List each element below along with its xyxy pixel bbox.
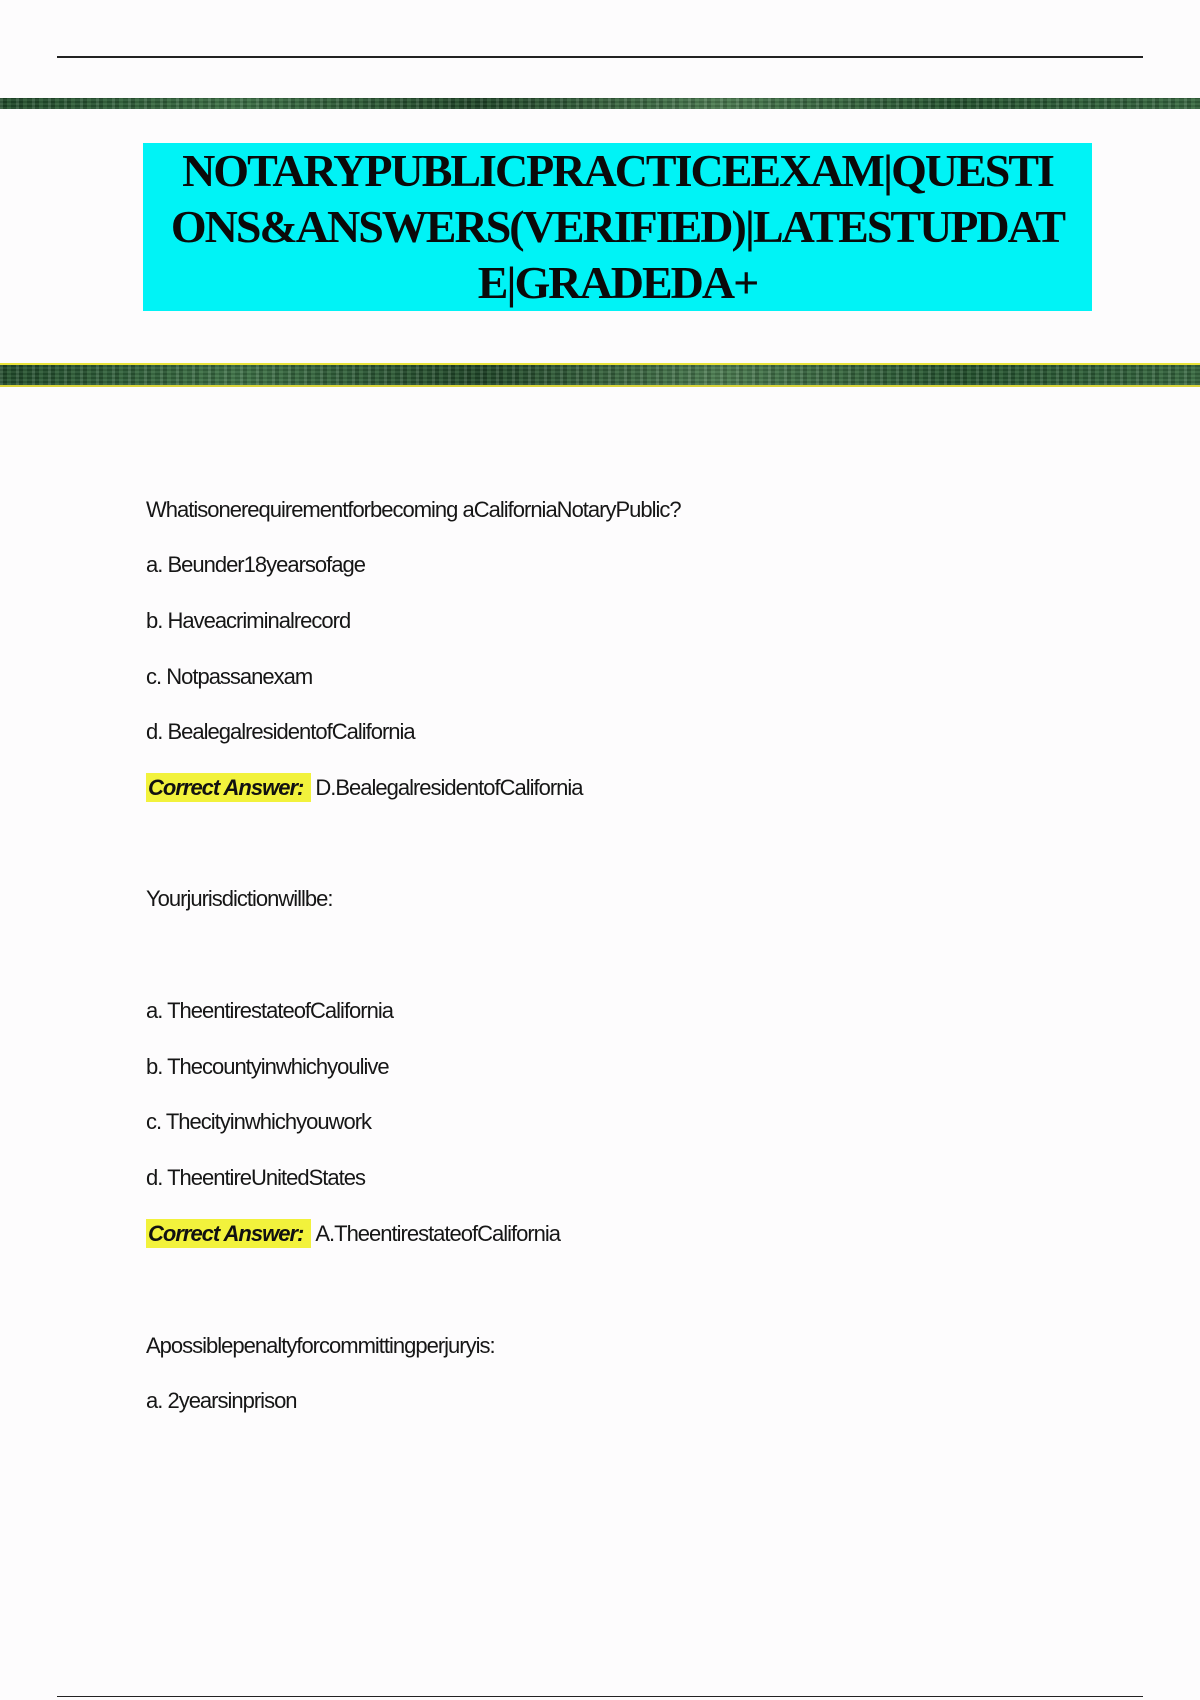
header-rule xyxy=(57,56,1143,58)
document-title: NOTARYPUBLICPRACTICEEXAM|QUESTIONS&ANSWERS(VERIFIED)|LATESTUPDATE|GRADEDA+ xyxy=(170,145,1065,308)
answer-line xyxy=(146,775,583,801)
title-banner xyxy=(143,143,1092,311)
correct-answer-text: D.BealegalresidentofCalifornia xyxy=(315,775,583,800)
option-item: a. 2yearsinprison xyxy=(146,1388,297,1413)
option-item: c. Thecityinwhichyouwork xyxy=(146,1109,372,1134)
option-item: a. TheentirestateofCalifornia xyxy=(146,998,393,1023)
option-item: a. Beunder18yearsofage xyxy=(146,552,365,577)
option-item: c. Notpassanexam xyxy=(146,664,313,689)
option-item: b. Haveacriminalrecord xyxy=(146,608,351,633)
decorative-band-bottom xyxy=(0,365,1200,385)
question-text: Apossiblepenaltyforcommittingperjuryis: xyxy=(146,1333,495,1358)
question-text: Yourjurisdictionwillbe: xyxy=(146,886,333,911)
correct-answer-label: Correct Answer: xyxy=(146,773,311,802)
answer-line xyxy=(146,1221,560,1247)
decorative-band-top xyxy=(0,98,1200,109)
correct-answer-label: Correct Answer: xyxy=(146,1219,311,1248)
option-item: b. Thecountyinwhichyoulive xyxy=(146,1054,389,1079)
question-text: Whatisonerequirementforbecoming aCaliforniaNotaryPublic? xyxy=(146,497,681,522)
correct-answer-text: A.TheentirestateofCalifornia xyxy=(315,1221,561,1246)
option-item: d. BealegalresidentofCalifornia xyxy=(146,719,415,744)
option-item: d. TheentireUnitedStates xyxy=(146,1165,365,1190)
footer-rule xyxy=(57,1696,1143,1697)
